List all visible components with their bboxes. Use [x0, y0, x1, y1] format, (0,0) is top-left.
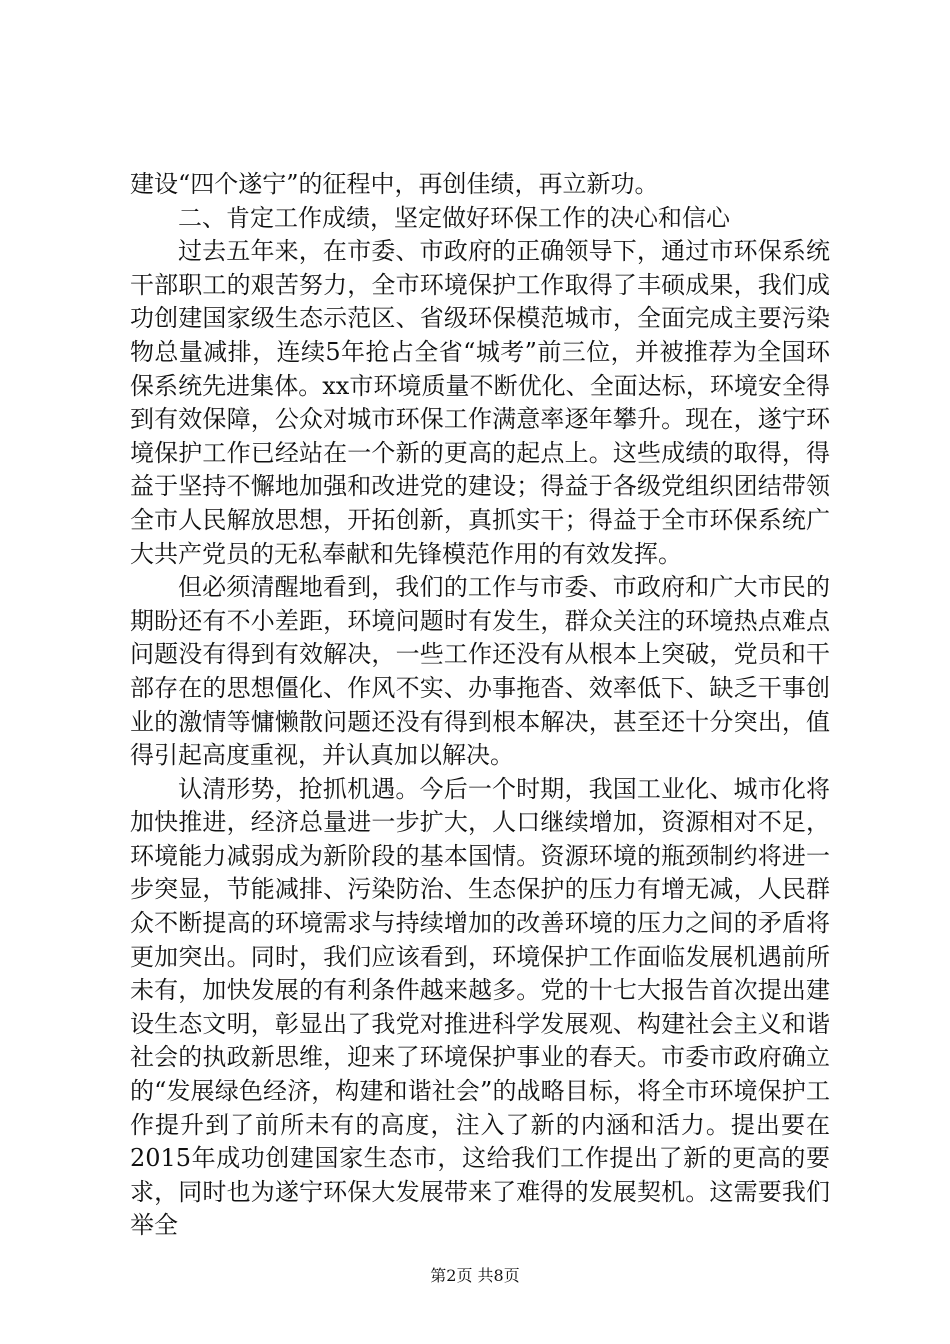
- paragraph-continuation: 建设“四个遂宁”的征程中，再创佳绩，再立新功。: [130, 170, 659, 198]
- paragraph-achievements: 过去五年来，在市委、市政府的正确领导下，通过市环保系统干部职工的艰苦努力，全市环境保护工作取得了丰硕成果，我们成功创建国家级生态示范区、省级环保模范城市，全面完成主要污染物总量减排，连续5年抢占全省“城考”前三位，并被推荐为全国环保系统先进集体。xx市环境质量不断优化、全面达标，环境安全得到有效保障，公众对城市环保工作满意率逐年攀升。现在，遂宁环境保护工作已经站在一个新的更高的起点上。这些成绩的取得，得益于坚持不懈地加强和改进党的建设；得益于各级党组织团结带领全市人民解放思想，开拓创新，真抓实干；得益于全市环保系统广大共产党员的无私奉献和先锋模范作用的有效发挥。: [130, 237, 830, 568]
- paragraph-situation: 认清形势，抢抓机遇。今后一个时期，我国工业化、城市化将加快推进，经济总量进一步扩大，人口继续增加，资源相对不足，环境能力减弱成为新阶段的基本国情。资源环境的瓶颈制约将进一步突显，节能减排、污染防治、生态保护的压力有增无减，人民群众不断提高的环境需求与持续增加的改善环境的压力之间的矛盾将更加突出。同时，我们应该看到，环境保护工作面临发展机遇前所未有，加快发展的有利条件越来越多。党的十七大报告首次提出建设生态文明，彰显出了我党对推进科学发展观、构建社会主义和谐社会的执政新思维，迎来了环境保护事业的春天。市委市政府确立的“发展绿色经济，构建和谐社会”的战略目标，将全市环境保护工作提升到了前所未有的高度，注入了新的内涵和活力。提出要在2015年成功创建国家生态市，这给我们工作提出了新的更高的要求，同时也为遂宁环保大发展带来了难得的发展契机。这需要我们举全: [130, 774, 830, 1240]
- page-footer: 第2页 共8页: [430, 1266, 520, 1285]
- paragraph-shortcomings: 但必须清醒地看到，我们的工作与市委、市政府和广大市民的期盼还有不小差距，环境问题时有发生，群众关注的环境热点难点问题没有得到有效解决，一些工作还没有从根本上突破，党员和干部存在的思想僵化、作风不实、办事拖沓、效率低下、缺乏干事创业的激情等慵懒散问题还没有得到根本解决，甚至还十分突出，值得引起高度重视，并认真加以解决。: [130, 573, 830, 770]
- document-body: [130, 168, 830, 1243]
- section-heading: 二、肯定工作成绩，坚定做好环保工作的决心和信心: [178, 203, 730, 232]
